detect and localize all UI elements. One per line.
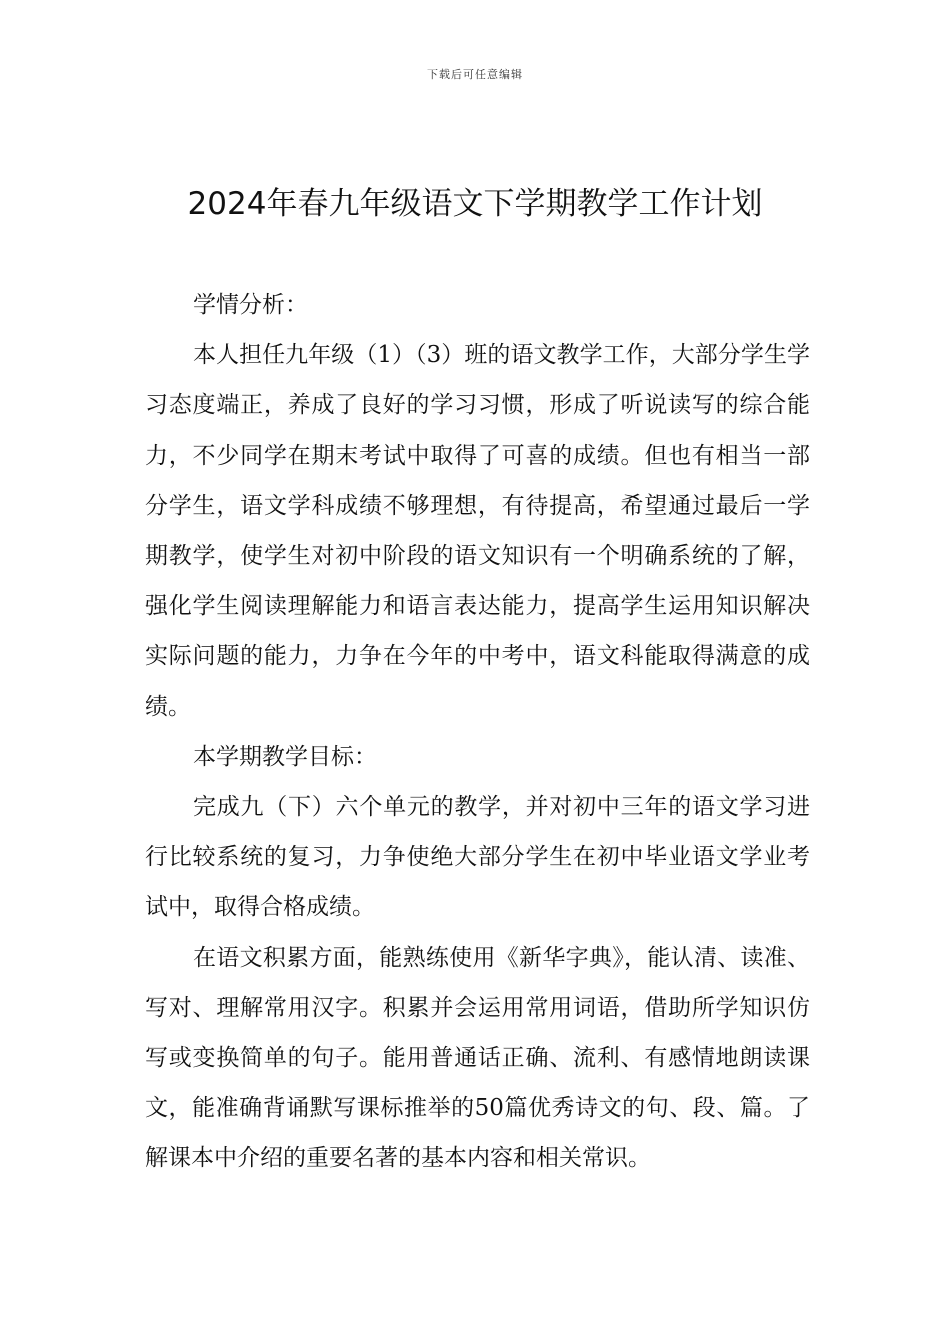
paragraph-teaching-goals: 完成九（下）六个单元的教学，并对初中三年的语文学习进行比较系统的复习，力争使绝大部分学生在初中毕业语文学业考试中，取得合格成绩。 <box>145 794 810 921</box>
document-title: 2024年春九年级语文下学期教学工作计划 <box>187 186 763 222</box>
header-note: 下载后可任意编辑 <box>427 68 523 81</box>
paragraph-accumulation: 在语文积累方面，能熟练使用《新华字典》，能认清、读准、写对、理解常用汉字。积累并会运用常用词语，借助所学知识仿写或变换简单的句子。能用普通话正确、流利、有感情地朗读课文，能准确背诵默写课标推举的50篇优秀诗文的句、段、篇。了解课本中介绍的重要名著的基本内容和相关常识。 <box>145 944 810 1172</box>
section-heading-teaching-goals: 本学期教学目标： <box>193 743 377 770</box>
section-heading-learning-analysis: 学情分析： <box>193 292 308 318</box>
document-body <box>145 280 810 1184</box>
paragraph-learning-analysis: 本人担任九年级（1）（3）班的语文教学工作，大部分学生学习态度端正，养成了良好的学习习惯，形成了听说读写的综合能力，不少同学在期末考试中取得了可喜的成绩。但也有相当一部分学生，语文学科成绩不够理想，有待提高，希望通过最后一学期教学，使学生对初中阶段的语文知识有一个明确系统的了解，强化学生阅读理解能力和语言表达能力，提高学生运用知识解决实际问题的能力，力争在今年的中考中，语文科能取得满意的成绩。 <box>145 342 810 720</box>
